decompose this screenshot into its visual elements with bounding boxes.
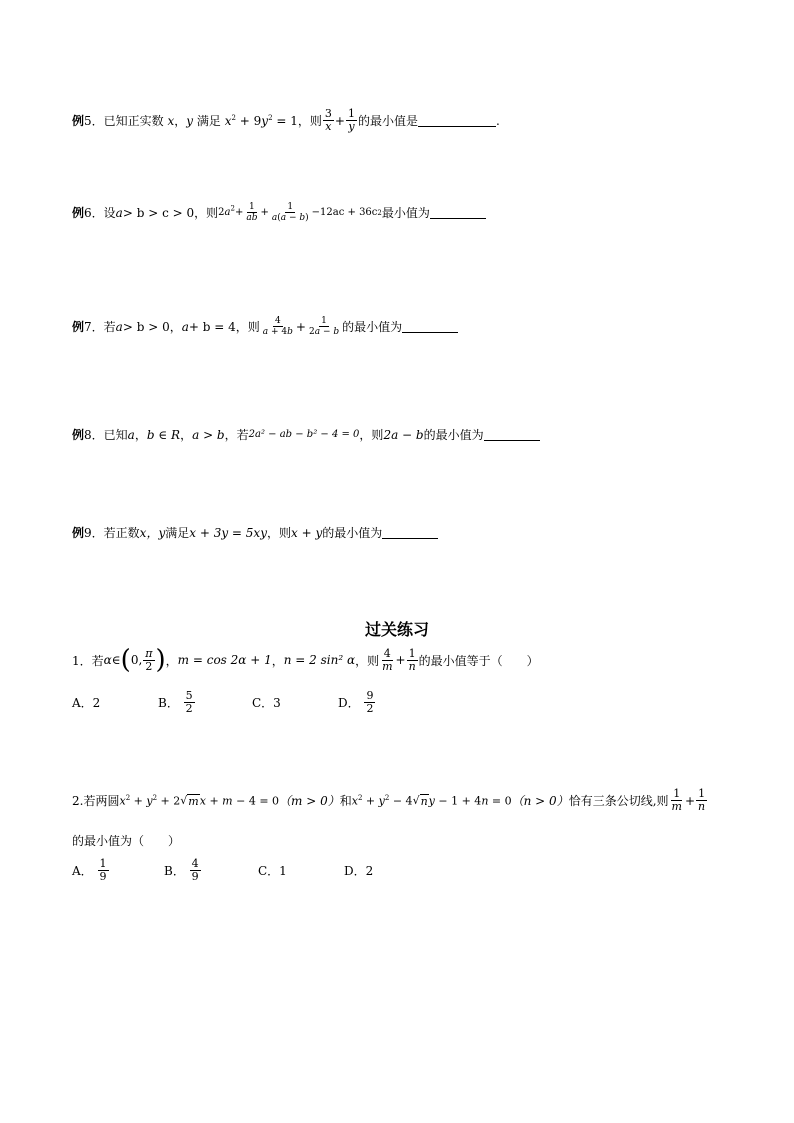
question-text: 最小值为: [381, 206, 430, 220]
choice-d[interactable]: [338, 690, 376, 715]
condition-text: 满足: [165, 526, 190, 540]
expression-tail: −12ac + 36c: [311, 207, 378, 218]
answer-blank[interactable]: [418, 114, 496, 127]
example-7: 例 7． 若 a > b > 0 ， a + b = 4 ，则 $\frac{4}{a + 4b}$ + $\frac{1}{2a - b}$ 的最小值为: [72, 316, 458, 337]
n-expression: n = 2 sin² α: [283, 653, 356, 667]
m-expression: m = cos 2α + 1: [177, 653, 272, 667]
question-text: 的最小值为: [423, 428, 484, 442]
fraction: $\frac{1}{2a - b}$: [308, 316, 340, 337]
example-label: 例: [72, 526, 85, 540]
expression: $2a^2+$: [218, 204, 244, 218]
example-text: 设: [103, 206, 116, 220]
if-text: ，若: [224, 428, 249, 442]
example-number: 6．: [84, 206, 104, 220]
example-text: 已知: [103, 428, 128, 442]
example-text: 若正数: [103, 526, 140, 540]
fraction: $\frac{1}{ab}$: [246, 202, 258, 223]
answer-blank[interactable]: [382, 526, 438, 539]
example-label: 例: [72, 206, 85, 220]
example-label: 例: [72, 320, 85, 334]
fraction: $\frac{4}{a + 4b}$: [262, 316, 293, 337]
and-text: 和: [339, 794, 352, 808]
question-text: 的最小值是: [357, 114, 418, 128]
section-title: 过关练习: [364, 620, 429, 639]
then-text: ，则: [297, 114, 322, 128]
example-label: 例: [72, 428, 85, 442]
question-2-choices: [72, 858, 373, 883]
fraction: $\frac{1}{n}$: [698, 787, 706, 813]
condition: > b > c > 0: [122, 205, 195, 220]
example-number: 7．: [84, 320, 104, 334]
example-number: 9．: [84, 526, 104, 540]
question-text: 的最小值等于（ ）: [418, 653, 539, 668]
question-text: 若: [91, 653, 104, 668]
fraction: $\frac{4}{9}$: [191, 857, 199, 883]
answer-blank[interactable]: [430, 206, 486, 219]
fraction: $\frac{3}{x}$: [324, 107, 332, 133]
answer-blank[interactable]: [402, 320, 458, 333]
answer-blank[interactable]: [484, 428, 540, 441]
question-text: 恰有三条公切线,则: [568, 794, 669, 808]
example-label: 例: [72, 114, 85, 128]
then-text: ，则: [194, 206, 219, 220]
question-2: 2. 若两圆 $x^2 + y^2 + 2√$ m x + m − 4 = 0 （m > 0） 和 $x^2 + y^2 - 4√$ n y − 1 + 4n = 0 （n > 0） 恰有三条公切线,则 $\frac{1}{m}$ + $\frac{1}{n}$: [72, 787, 706, 813]
fraction: $\frac{1}{9}$: [99, 857, 107, 883]
example-9: [72, 524, 438, 541]
condition: > b > 0: [122, 319, 170, 334]
comma: ，: [174, 114, 187, 128]
example-8: 例 8． 已知 a ， b ∈ R ， a > b ，若 2a² − ab − b² − 4 = 0 ，则 2a − b 的最小值为: [72, 426, 540, 443]
choice-label: B．: [164, 864, 185, 878]
equation: 2a² − ab − b² − 4 = 0: [248, 429, 360, 440]
choice-b[interactable]: [158, 690, 252, 715]
condition: a > b: [192, 427, 225, 442]
membership: α∈: [103, 653, 121, 667]
fraction: $\frac{4}{m}$: [382, 646, 393, 673]
choice-label: C．1: [258, 864, 287, 878]
example-number: 5．: [84, 114, 104, 128]
choice-label: C．3: [252, 696, 281, 710]
choice-label: A．2: [72, 696, 101, 710]
condition: b ∈ R: [146, 427, 181, 442]
then-text: ，则: [359, 428, 384, 442]
example-text: 已知正实数: [103, 114, 164, 128]
fraction: $\frac{\pi}{2}$: [145, 646, 153, 673]
example-5: 例 5． 已知正实数 x ， y 满足 $x^2 + 9y^2 = 1$ ，则 $\frac{3}{x}$ + $\frac{1}{y}$ 的最小值是 .: [72, 107, 500, 133]
question-1-choices: [72, 690, 376, 715]
variables: x，y: [139, 526, 166, 540]
fraction: $\frac{1}{m}$: [671, 787, 682, 813]
question-text: 的最小值为（ ）: [72, 834, 181, 848]
then-text: ，则: [235, 320, 260, 334]
choice-c[interactable]: [258, 862, 344, 879]
choice-label: A．: [72, 864, 93, 878]
equation-tail: = 1: [272, 113, 298, 128]
choice-b[interactable]: [164, 858, 258, 883]
circle-2-condition: （n > 0）: [511, 794, 569, 808]
fraction: $\frac{9}{2}$: [366, 689, 374, 715]
equation: $x^2 + 9y^2 = 1$: [224, 113, 298, 128]
question-text: 若两圆: [83, 794, 120, 808]
target-expression: 2a − b: [383, 427, 424, 442]
condition: + b = 4: [188, 319, 236, 334]
choice-a[interactable]: [72, 694, 158, 711]
equation: x + 3y = 5xy: [189, 525, 267, 540]
question-2-line-2: [72, 832, 180, 849]
equation-mid: + 9: [235, 113, 262, 128]
question-number: 1．: [72, 653, 92, 668]
choice-a[interactable]: [72, 858, 164, 883]
choice-c[interactable]: [252, 694, 338, 711]
question-text: 的最小值为: [322, 526, 383, 540]
circle-1-equation: $x^2 + y^2 + 2√$ m x + m − 4 = 0: [119, 793, 280, 808]
period: .: [495, 113, 500, 128]
question-number: 2.: [72, 793, 84, 808]
target-expression: x + y: [291, 525, 323, 540]
choice-label: D．2: [344, 864, 374, 878]
choice-label: B．: [158, 696, 179, 710]
question-1: 1． 若 α∈ ( 0, $\frac{\pi}{2}$ ) ， m = cos 2α + 1 ， n = 2 sin² α ，则 $\frac{4}{m}$ + $\frac{1}{n}$ 的最小值等于（ ）: [72, 645, 539, 675]
then-text: ，则: [266, 526, 291, 540]
then-text: ，则: [355, 653, 380, 668]
fraction: $\frac{5}{2}$: [185, 689, 193, 715]
question-text: 的最小值为: [342, 320, 403, 334]
example-number: 8．: [84, 428, 104, 442]
comma: ，: [134, 428, 147, 442]
circle-1-condition: （m > 0）: [279, 794, 340, 808]
fraction: $\frac{1}{a(a - b)}$: [271, 202, 309, 223]
choice-label: D．: [338, 696, 360, 710]
fraction: $\frac{1}{y}$: [347, 107, 355, 133]
example-text: 若: [103, 320, 116, 334]
circle-2-equation: $x^2 + y^2 - 4√$ n y − 1 + 4n = 0: [351, 793, 512, 808]
choice-d[interactable]: [344, 862, 373, 879]
plus-sign: +: [334, 113, 345, 128]
fraction: $\frac{1}{n}$: [408, 646, 416, 673]
condition-text: 满足: [196, 114, 221, 128]
example-6: 例 6． 设 a > b > c > 0 ，则 $2a^2+$ $\frac{1}{ab}$ + $\frac{1}{a(a - b)}$ −12ac + 36c 2 最小值为: [72, 202, 486, 223]
